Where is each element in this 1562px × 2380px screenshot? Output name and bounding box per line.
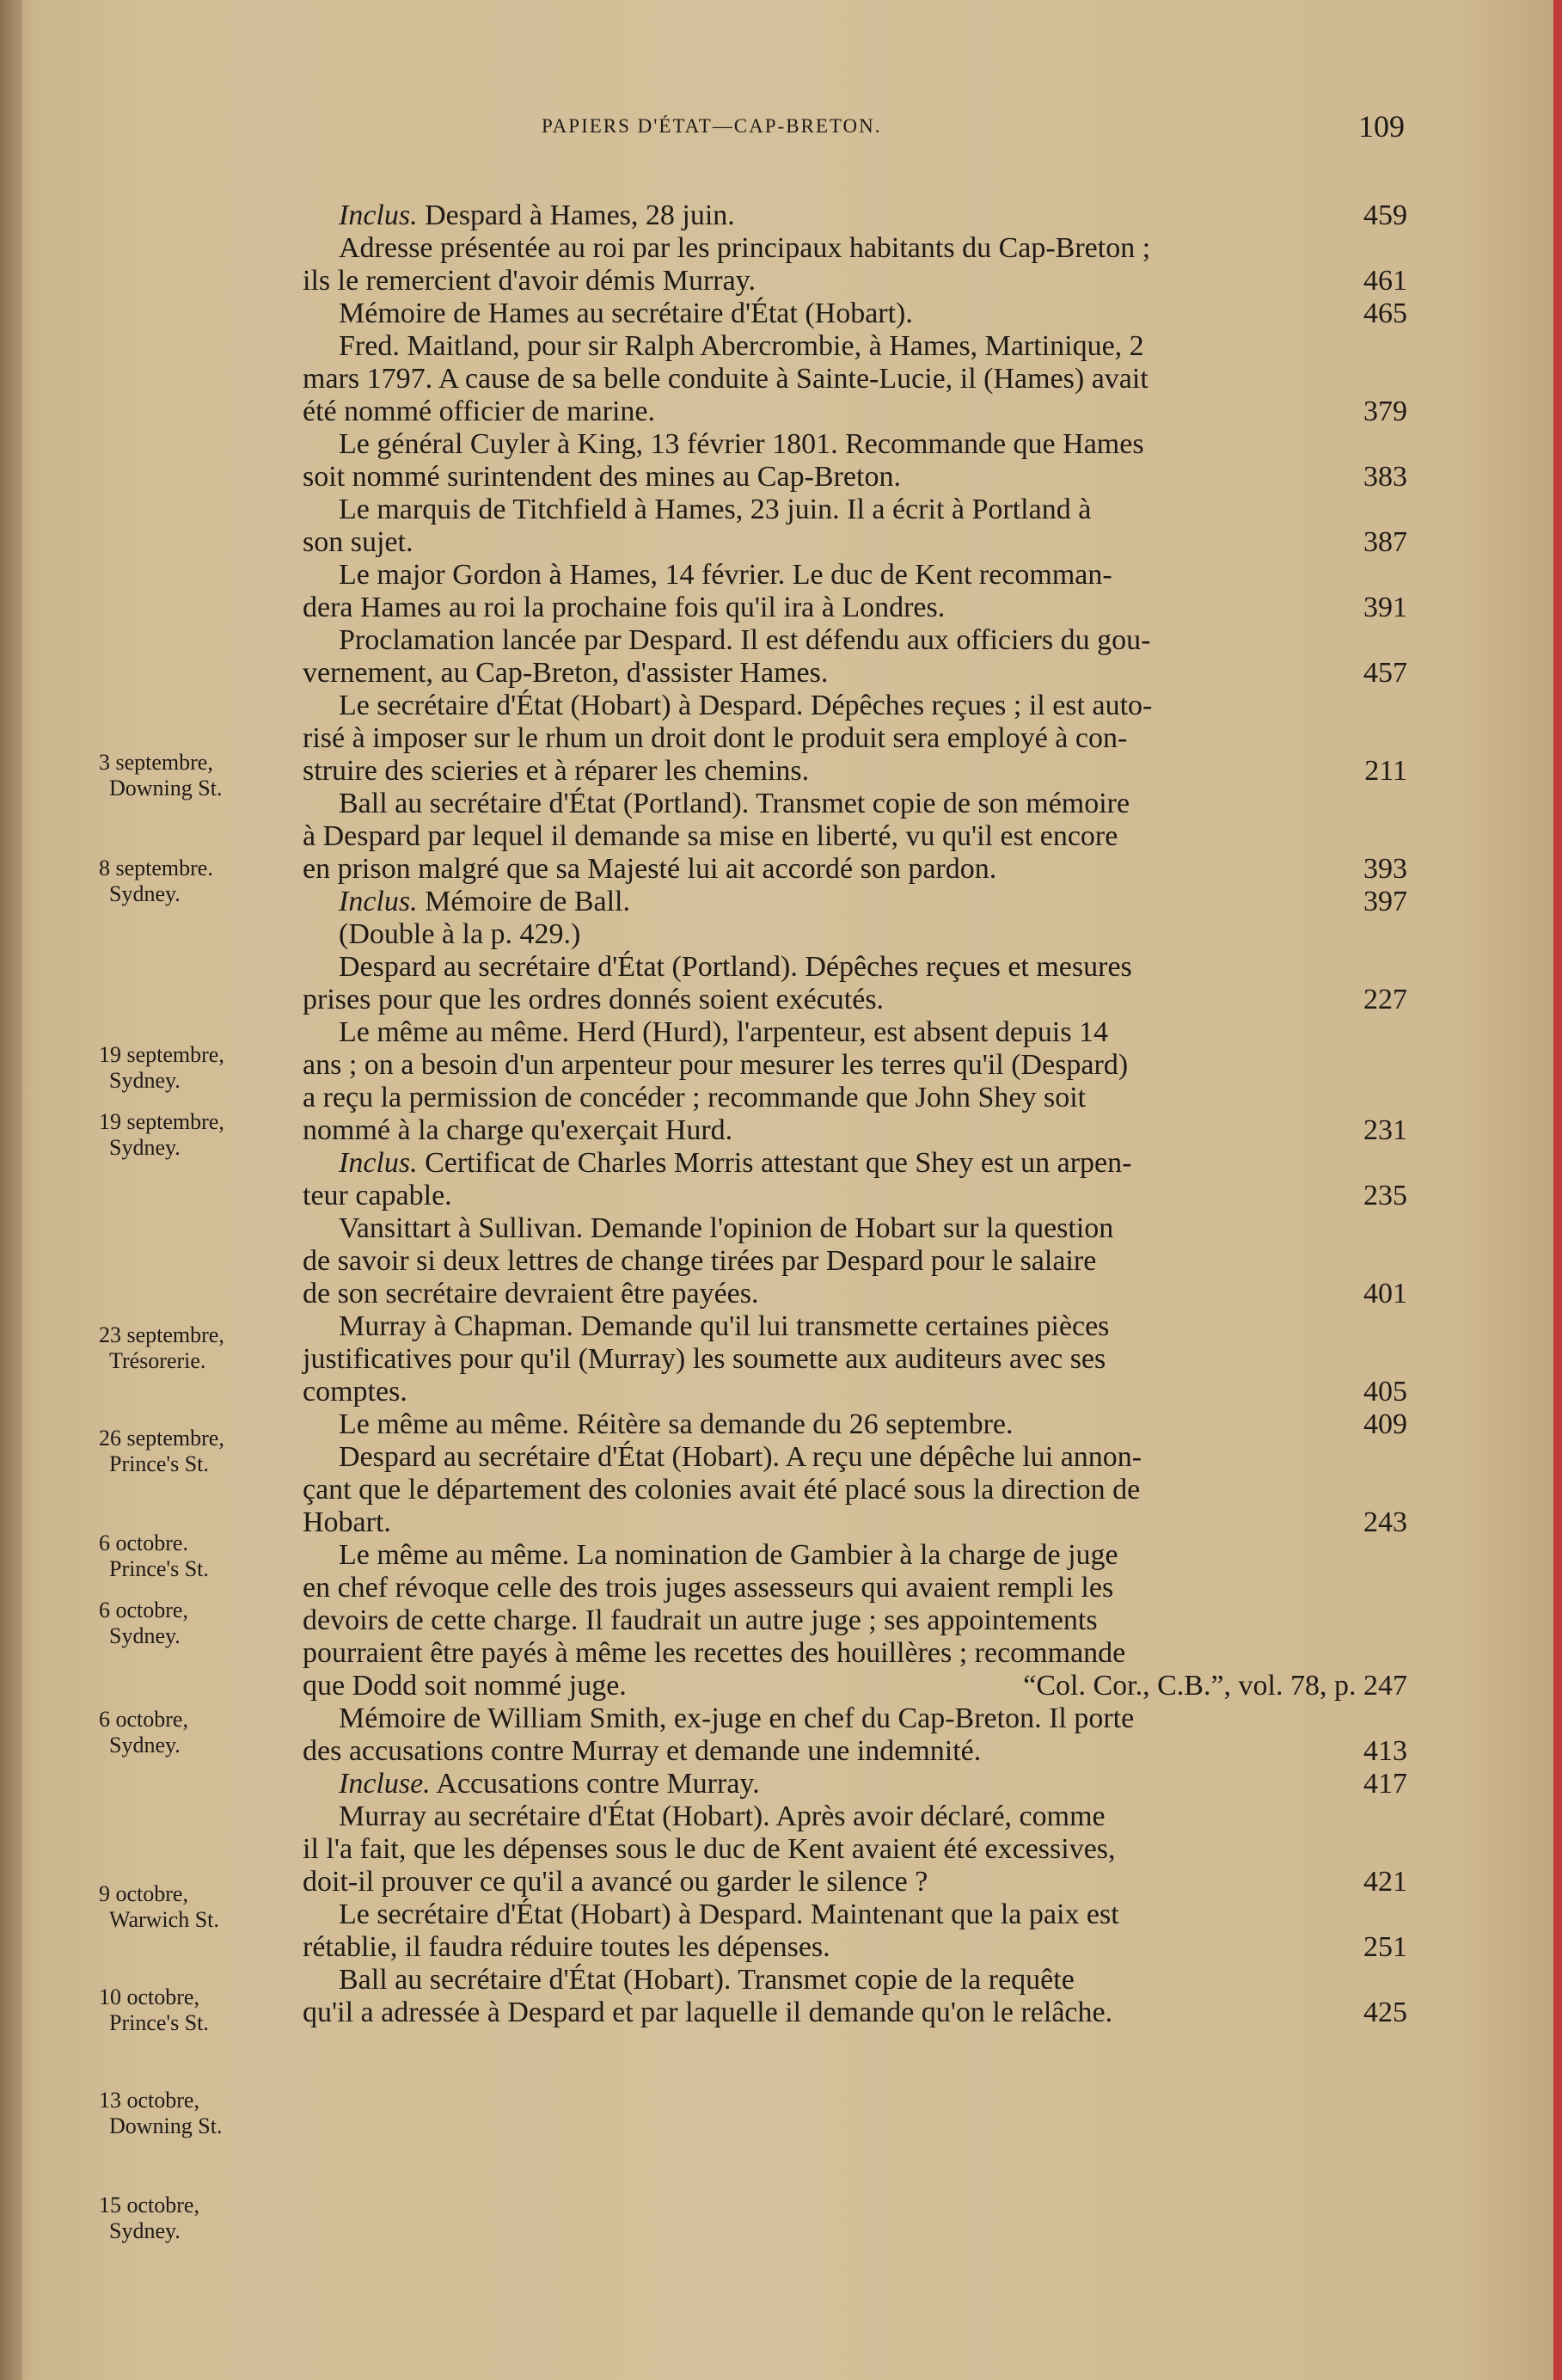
line-text: mars 1797. A cause de sa belle conduite à Sainte-Lucie, il (Hames) avait bbox=[303, 363, 1149, 395]
text-line bbox=[303, 1800, 1407, 1833]
text-line bbox=[303, 1506, 1407, 1539]
margin-note bbox=[99, 750, 301, 801]
reference-number: 243 bbox=[1363, 1506, 1407, 1538]
text-line bbox=[303, 1539, 1407, 1572]
margin-note-place: Prince's St. bbox=[109, 1556, 209, 1581]
line-text: son sujet. bbox=[303, 526, 413, 558]
text-line bbox=[303, 690, 1407, 722]
margin-note-place: Trésorerie. bbox=[109, 1348, 206, 1373]
reference-number: 391 bbox=[1363, 592, 1407, 623]
text-line bbox=[303, 199, 1407, 232]
line-text: comptes. bbox=[303, 1376, 407, 1408]
reference-number: “Col. Cor., C.B.”, vol. 78, p. 247 bbox=[1023, 1670, 1407, 1702]
line-text: Inclus. Certificat de Charles Morris attestant que Shey est un arpen- bbox=[339, 1147, 1132, 1179]
margin-note-place: Sydney. bbox=[109, 1135, 181, 1160]
line-text: de savoir si deux lettres de change tirées par Despard pour le salaire bbox=[303, 1245, 1097, 1277]
margin-note bbox=[99, 1707, 301, 1758]
line-text: soit nommé surintendent des mines au Cap-Breton. bbox=[303, 461, 901, 493]
text-line bbox=[303, 1997, 1407, 2029]
line-text: de son secrétaire devraient être payées. bbox=[303, 1278, 759, 1310]
reference-number: 421 bbox=[1363, 1866, 1407, 1898]
text-line bbox=[303, 984, 1407, 1016]
reference-number: 383 bbox=[1363, 461, 1407, 493]
text-line bbox=[303, 1637, 1407, 1670]
margin-note bbox=[99, 1426, 301, 1477]
line-text: Mémoire de Hames au secrétaire d'État (Hobart). bbox=[339, 298, 913, 329]
margin-note-date: 9 octobre, bbox=[99, 1881, 188, 1906]
line-text: Le secrétaire d'État (Hobart) à Despard. Dépêches reçues ; il est auto- bbox=[339, 690, 1153, 721]
text-line bbox=[303, 1408, 1407, 1441]
text-line bbox=[303, 1245, 1407, 1278]
text-line bbox=[303, 1702, 1407, 1735]
text-line bbox=[303, 1604, 1407, 1637]
text-line bbox=[303, 755, 1407, 788]
margin-note-place: Prince's St. bbox=[109, 1451, 209, 1476]
reference-number: 413 bbox=[1363, 1735, 1407, 1767]
reference-number: 461 bbox=[1363, 265, 1407, 297]
text-line bbox=[303, 461, 1407, 494]
margin-note bbox=[99, 1530, 301, 1582]
line-text: Inclus. Despard à Hames, 28 juin. bbox=[339, 199, 735, 231]
margin-note-date: 8 septembre. bbox=[99, 856, 213, 880]
line-text: Fred. Maitland, pour sir Ralph Abercrombie, à Hames, Martinique, 2 bbox=[339, 330, 1144, 362]
line-text: Adresse présentée au roi par les principaux habitants du Cap-Breton ; bbox=[339, 232, 1151, 264]
margin-note-place: Prince's St. bbox=[109, 2010, 209, 2035]
text-line bbox=[303, 722, 1407, 755]
reference-number: 393 bbox=[1363, 853, 1407, 885]
margin-note-place: Sydney. bbox=[109, 1623, 181, 1648]
line-text: Le même au même. Réitère sa demande du 26 septembre. bbox=[339, 1408, 1014, 1440]
text-line bbox=[303, 820, 1407, 853]
running-head: PAPIERS D'ÉTAT—CAP-BRETON. bbox=[542, 115, 882, 137]
text-line bbox=[303, 1016, 1407, 1049]
text-line bbox=[303, 1833, 1407, 1866]
reference-number: 459 bbox=[1363, 199, 1407, 231]
line-text: Inclus. Mémoire de Ball. bbox=[339, 886, 630, 917]
reference-number: 231 bbox=[1363, 1114, 1407, 1146]
margin-note bbox=[99, 856, 301, 907]
reference-number: 457 bbox=[1363, 657, 1407, 689]
margin-note-place: Sydney. bbox=[109, 1733, 181, 1757]
text-line bbox=[303, 363, 1407, 396]
line-text: a reçu la permission de concéder ; recommande que John Shey soit bbox=[303, 1082, 1087, 1113]
text-line bbox=[303, 494, 1407, 526]
text-line bbox=[303, 1670, 1407, 1702]
text-line bbox=[303, 1212, 1407, 1245]
reference-number: 425 bbox=[1363, 1997, 1407, 2028]
text-line bbox=[303, 1343, 1407, 1376]
enclosure-label: Inclus. bbox=[339, 199, 418, 231]
line-text: Murray au secrétaire d'État (Hobart). Après avoir déclaré, comme bbox=[339, 1800, 1106, 1832]
reference-number: 465 bbox=[1363, 298, 1407, 329]
line-text: Le même au même. Herd (Hurd), l'arpenteur, est absent depuis 14 bbox=[339, 1016, 1109, 1048]
text-line bbox=[303, 624, 1407, 657]
margin-note-date: 19 septembre, bbox=[99, 1042, 224, 1067]
text-line bbox=[303, 265, 1407, 298]
line-text: struire des scieries et à réparer les chemins. bbox=[303, 755, 810, 787]
text-line bbox=[303, 592, 1407, 624]
margin-notes bbox=[99, 0, 305, 2380]
text-line bbox=[303, 1049, 1407, 1082]
margin-note-place: Sydney. bbox=[109, 1068, 181, 1093]
text-line bbox=[303, 1376, 1407, 1408]
text-line bbox=[303, 1441, 1407, 1474]
line-text: Despard au secrétaire d'État (Hobart). A reçu une dépêche lui annon- bbox=[339, 1441, 1142, 1473]
text-line bbox=[303, 1147, 1407, 1180]
margin-note-date: 23 septembre, bbox=[99, 1322, 224, 1347]
reference-number: 379 bbox=[1363, 396, 1407, 427]
line-text: Proclamation lancée par Despard. Il est défendu aux officiers du gou- bbox=[339, 624, 1151, 656]
line-text: Ball au secrétaire d'État (Portland). Transmet copie de son mémoire bbox=[339, 788, 1130, 819]
margin-note-date: 6 octobre. bbox=[99, 1530, 188, 1555]
text-line bbox=[303, 1735, 1407, 1768]
line-text: devoirs de cette charge. Il faudrait un autre juge ; ses appointements bbox=[303, 1604, 1098, 1636]
line-text: à Despard par lequel il demande sa mise en liberté, vu qu'il est encore bbox=[303, 820, 1118, 852]
margin-note bbox=[99, 1984, 301, 2036]
text-line bbox=[303, 1310, 1407, 1343]
text-line bbox=[303, 886, 1407, 918]
line-text: pourraient être payés à même les recettes des houillères ; recommande bbox=[303, 1637, 1126, 1669]
reference-number: 227 bbox=[1363, 984, 1407, 1015]
text-line bbox=[303, 657, 1407, 690]
margin-note-date: 3 septembre, bbox=[99, 750, 213, 775]
line-text: Vansittart à Sullivan. Demande l'opinion de Hobart sur la question bbox=[339, 1212, 1114, 1244]
margin-note-date: 10 octobre, bbox=[99, 1984, 199, 2009]
reference-number: 409 bbox=[1363, 1408, 1407, 1440]
line-text: qu'il a adressée à Despard et par laquelle il demande qu'on le relâche. bbox=[303, 1997, 1113, 2028]
line-text: Murray à Chapman. Demande qu'il lui transmette certaines pièces bbox=[339, 1310, 1110, 1342]
line-text: des accusations contre Murray et demande une indemnité. bbox=[303, 1735, 982, 1767]
line-text: Le général Cuyler à King, 13 février 1801. Recommande que Hames bbox=[339, 428, 1144, 460]
margin-note bbox=[99, 2193, 301, 2244]
body-text bbox=[303, 199, 1407, 2029]
enclosure-label: Inclus. bbox=[339, 886, 418, 917]
page-number: 109 bbox=[1358, 109, 1405, 144]
line-text: il l'a fait, que les dépenses sous le duc de Kent avaient été excessives, bbox=[303, 1833, 1116, 1865]
line-text: ils le remercient d'avoir démis Murray. bbox=[303, 265, 756, 297]
reference-number: 397 bbox=[1363, 886, 1407, 917]
line-text: en prison malgré que sa Majesté lui ait accordé son pardon. bbox=[303, 853, 997, 885]
text-line bbox=[303, 1768, 1407, 1800]
margin-note bbox=[99, 1881, 301, 1933]
reference-number: 387 bbox=[1363, 526, 1407, 558]
margin-note bbox=[99, 1109, 301, 1161]
book-spine-shadow bbox=[0, 0, 22, 2380]
line-text: été nommé officier de marine. bbox=[303, 396, 656, 427]
line-text: Mémoire de William Smith, ex-juge en chef du Cap-Breton. Il porte bbox=[339, 1702, 1135, 1734]
reference-number: 405 bbox=[1363, 1376, 1407, 1408]
margin-note bbox=[99, 1042, 301, 1094]
text-line bbox=[303, 559, 1407, 592]
margin-note-date: 15 octobre, bbox=[99, 2193, 199, 2217]
reference-number: 235 bbox=[1363, 1180, 1407, 1211]
margin-note bbox=[99, 2088, 301, 2139]
line-text: risé à imposer sur le rhum un droit dont le produit sera employé à con- bbox=[303, 722, 1128, 754]
text-line bbox=[303, 788, 1407, 820]
enclosure-label: Incluse. bbox=[339, 1768, 431, 1800]
line-text: Incluse. Accusations contre Murray. bbox=[339, 1768, 760, 1800]
margin-note bbox=[99, 1322, 301, 1374]
text-line bbox=[303, 396, 1407, 428]
text-line bbox=[303, 1114, 1407, 1147]
text-line bbox=[303, 853, 1407, 886]
line-text: prises pour que les ordres donnés soient exécutés. bbox=[303, 984, 885, 1015]
margin-note-date: 6 octobre, bbox=[99, 1598, 188, 1622]
line-text: en chef révoque celle des trois juges assesseurs qui avaient rempli les bbox=[303, 1572, 1114, 1604]
line-text: que Dodd soit nommé juge. bbox=[303, 1670, 627, 1702]
line-text: teur capable. bbox=[303, 1180, 452, 1211]
line-text: ans ; on a besoin d'un arpenteur pour mesurer les terres qu'il (Despard) bbox=[303, 1049, 1129, 1081]
text-line bbox=[303, 428, 1407, 461]
line-text: Hobart. bbox=[303, 1506, 391, 1538]
text-line bbox=[303, 1082, 1407, 1114]
reference-number: 251 bbox=[1363, 1931, 1407, 1963]
margin-note-place: Warwich St. bbox=[109, 1907, 219, 1932]
margin-note-place: Downing St. bbox=[109, 776, 223, 800]
line-text: Le marquis de Titchfield à Hames, 23 juin. Il a écrit à Portland à bbox=[339, 494, 1092, 525]
reference-number: 211 bbox=[1364, 755, 1407, 787]
text-line bbox=[303, 951, 1407, 984]
margin-note-date: 6 octobre, bbox=[99, 1707, 188, 1732]
margin-note bbox=[99, 1598, 301, 1649]
line-text: rétablie, il faudra réduire toutes les dépenses. bbox=[303, 1931, 830, 1963]
text-line bbox=[303, 1474, 1407, 1506]
reference-number: 417 bbox=[1363, 1768, 1407, 1800]
line-text: doit-il prouver ce qu'il a avancé ou garder le silence ? bbox=[303, 1866, 928, 1898]
line-text: Le secrétaire d'État (Hobart) à Despard. Maintenant que la paix est bbox=[339, 1898, 1119, 1930]
margin-note-date: 13 octobre, bbox=[99, 2088, 199, 2113]
text-line bbox=[303, 1572, 1407, 1604]
enclosure-label: Inclus. bbox=[339, 1147, 418, 1179]
line-text: Despard au secrétaire d'État (Portland). Dépêches reçues et mesures bbox=[339, 951, 1132, 983]
margin-note-date: 26 septembre, bbox=[99, 1426, 224, 1451]
text-line bbox=[303, 1180, 1407, 1212]
text-line bbox=[303, 232, 1407, 265]
line-text: Le major Gordon à Hames, 14 février. Le duc de Kent recomman- bbox=[339, 559, 1112, 591]
margin-note-place: Sydney. bbox=[109, 2218, 181, 2243]
text-line bbox=[303, 1964, 1407, 1997]
text-line bbox=[303, 1931, 1407, 1964]
margin-note-place: Downing St. bbox=[109, 2113, 223, 2138]
line-text: justificatives pour qu'il (Murray) les soumette aux auditeurs avec ses bbox=[303, 1343, 1106, 1375]
line-text: dera Hames au roi la prochaine fois qu'il ira à Londres. bbox=[303, 592, 946, 623]
line-text: Ball au secrétaire d'État (Hobart). Transmet copie de la requête bbox=[339, 1964, 1075, 1996]
line-text: nommé à la charge qu'exerçait Hurd. bbox=[303, 1114, 733, 1146]
reference-number: 401 bbox=[1363, 1278, 1407, 1310]
text-line bbox=[303, 298, 1407, 330]
text-line bbox=[303, 918, 1407, 951]
line-text: Le même au même. La nomination de Gambier à la charge de juge bbox=[339, 1539, 1118, 1571]
text-line bbox=[303, 526, 1407, 559]
text-line bbox=[303, 330, 1407, 363]
text-line bbox=[303, 1866, 1407, 1898]
text-line bbox=[303, 1898, 1407, 1931]
line-text: çant que le département des colonies avait été placé sous la direction de bbox=[303, 1474, 1141, 1506]
page-edge-red bbox=[1553, 0, 1562, 2380]
margin-note-place: Sydney. bbox=[109, 881, 181, 906]
line-text: vernement, au Cap-Breton, d'assister Hames. bbox=[303, 657, 829, 689]
text-line bbox=[303, 1278, 1407, 1310]
line-text: (Double à la p. 429.) bbox=[339, 918, 581, 950]
margin-note-date: 19 septembre, bbox=[99, 1109, 224, 1134]
